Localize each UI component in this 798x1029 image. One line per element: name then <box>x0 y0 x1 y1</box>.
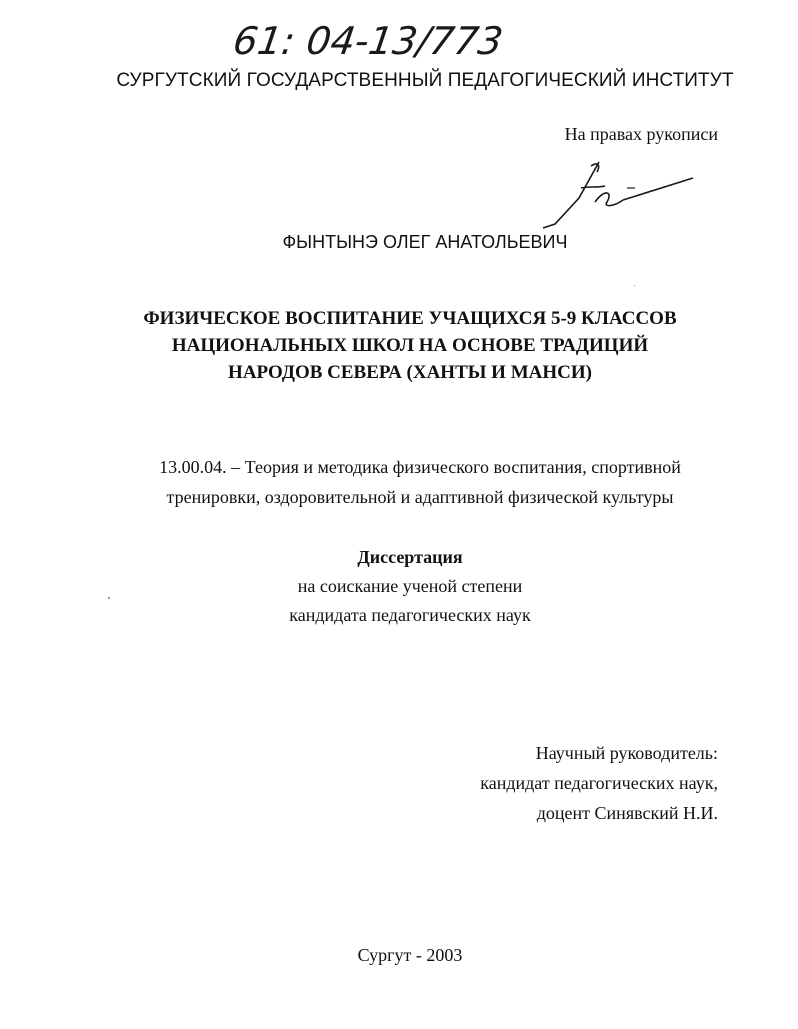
title-line: ФИЗИЧЕСКОЕ ВОСПИТАНИЕ УЧАЩИХСЯ 5-9 КЛАССОВ <box>143 308 677 329</box>
title-line: НАЦИОНАЛЬНЫХ ШКОЛ НА ОСНОВЕ ТРАДИЦИЙ <box>171 335 649 356</box>
signature-icon <box>535 158 700 236</box>
degree-line: кандидата педагогических наук <box>289 605 531 625</box>
scan-speck <box>634 285 635 286</box>
institute-name: СУРГУТСКИЙ ГОСУДАРСТВЕННЫЙ ПЕДАГОГИЧЕСКИЙ ИНСТИТУТ <box>116 70 734 91</box>
specialty-code <box>60 452 780 512</box>
city-year: Сургут - 2003 <box>357 945 463 965</box>
author-name: ФЫНТЫНЭ ОЛЕГ АНАТОЛЬЕВИЧ <box>282 232 568 252</box>
supervisor-line: доцент Синявский Н.И. <box>536 803 718 823</box>
title-line: НАРОДОВ СЕВЕРА (ХАНТЫ И МАНСИ) <box>228 362 592 383</box>
manuscript-rights: На правах рукописи <box>564 124 718 144</box>
scan-speck <box>108 597 110 599</box>
supervisor-block <box>480 738 718 828</box>
supervisor-line: кандидат педагогических наук, <box>480 773 718 793</box>
specialty-line: тренировки, оздоровительной и адаптивной физической культуры <box>166 487 674 507</box>
degree-block <box>60 543 760 630</box>
supervisor-line: Научный руководитель: <box>535 743 718 763</box>
document-type: Диссертация <box>357 547 463 567</box>
handwritten-archive-code <box>230 10 506 72</box>
specialty-line: 13.00.04. – Теория и методика физического воспитания, спортивной <box>159 457 681 477</box>
archive-code-text: 61: 04-13/773 <box>230 20 506 64</box>
degree-line: на соискание ученой степени <box>297 576 523 596</box>
dissertation-title <box>60 305 760 386</box>
